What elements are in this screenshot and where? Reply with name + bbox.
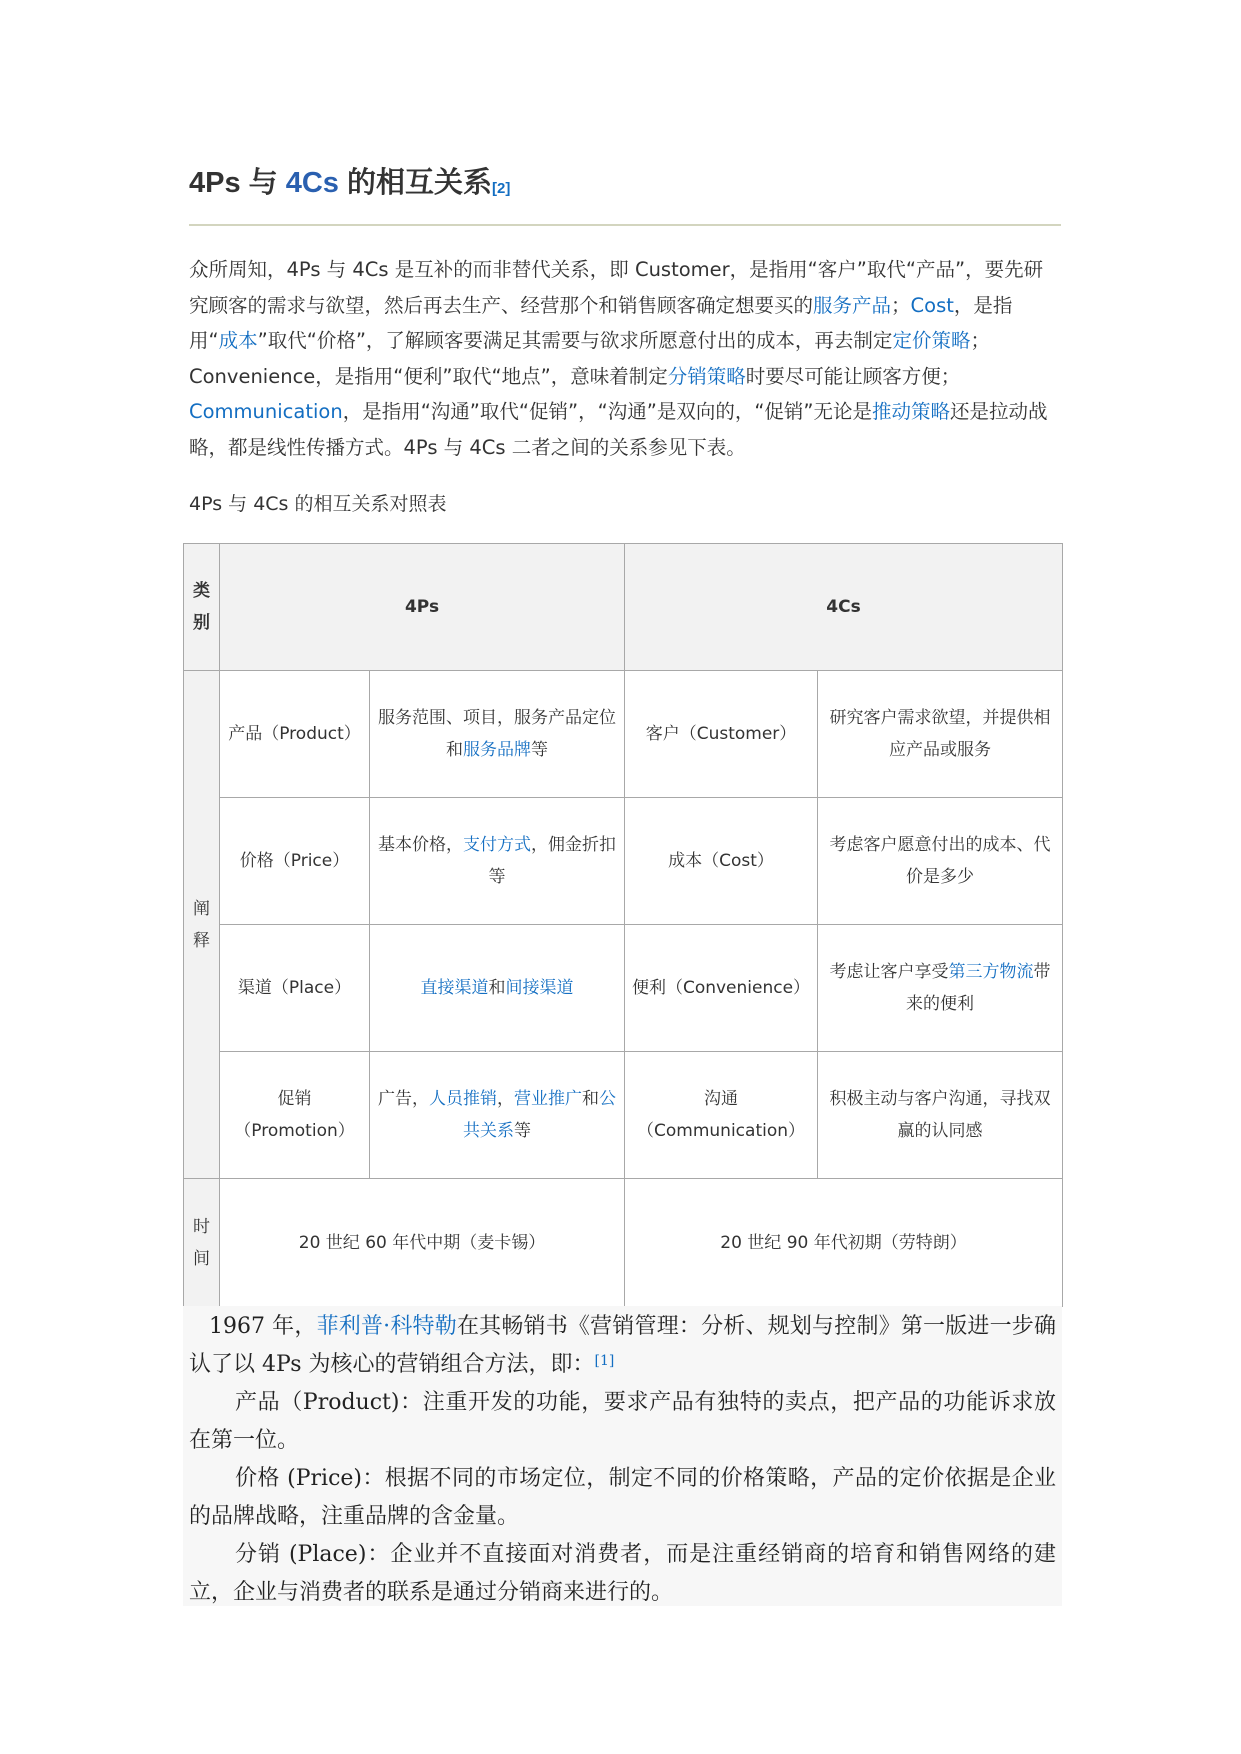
c-desc xyxy=(818,671,1063,798)
inline-link[interactable]: 服务产品 xyxy=(813,293,892,317)
c-name: 沟通（Communication） xyxy=(625,1052,818,1179)
explain-label: 阐 释 xyxy=(184,671,220,1179)
time-4cs: 20 世纪 90 年代初期（劳特朗） xyxy=(625,1179,1063,1307)
table-row-time xyxy=(184,1179,1063,1307)
inline-link[interactable]: Communication xyxy=(189,400,343,423)
inline-link[interactable]: 直接渠道 xyxy=(420,978,489,998)
text-run: ， xyxy=(497,1089,514,1109)
text-run: ； xyxy=(891,293,911,317)
text-run: 众所周知，4Ps 与 4Cs 是互补的而非替代关系，即 Customer，是指用“客户”取代“产品”，要先研究顾客的需求与欲望，然后再去生产、经营那个和销售顾客确定想要买的 xyxy=(189,258,1044,317)
header-category: 类 别 xyxy=(184,544,220,671)
title-part: 的相互关系 xyxy=(338,167,492,199)
text-run: 在其畅销书《营销管理：分析、规划与控制》第一版进一步确认了以 4Ps 为核心的营销组合方法，即： xyxy=(189,1314,1056,1377)
reference-link[interactable]: [1] xyxy=(594,1353,615,1369)
inline-link[interactable]: 人员推销 xyxy=(429,1089,497,1109)
p-desc xyxy=(370,925,625,1052)
c-name: 客户（Customer） xyxy=(625,671,818,798)
intro-section xyxy=(189,252,1061,465)
text-run: ；Convenience，是指用“便利”取代“地点”，意味着制定 xyxy=(189,329,990,388)
inline-link[interactable]: Cost xyxy=(910,293,954,317)
title-4cs: 4Cs xyxy=(285,167,339,199)
text-run: 积极主动与客户沟通，寻找双赢的认同感 xyxy=(829,1089,1051,1141)
inline-link[interactable]: 定价策略 xyxy=(892,329,971,352)
p-desc xyxy=(370,671,625,798)
time-4ps: 20 世纪 60 年代中期（麦卡锡） xyxy=(220,1179,625,1307)
table-header-row xyxy=(184,544,1063,671)
text-run: 考虑让客户享受 xyxy=(829,962,949,982)
table-row xyxy=(184,798,1063,925)
section-heading xyxy=(189,158,1061,226)
text-run: 等 xyxy=(514,1121,531,1141)
text-run: ，是指用“沟通”取代“促销”，“沟通”是双向的，“促销”无论是 xyxy=(342,400,873,423)
header-4cs: 4Cs xyxy=(625,544,1063,671)
text-run: 广告， xyxy=(378,1089,429,1109)
kotler-paragraph xyxy=(183,1306,1062,1384)
table-row xyxy=(184,925,1063,1052)
text-run: 研究客户需求欲望，并提供相应产品或服务 xyxy=(829,708,1051,760)
intro-paragraph xyxy=(189,252,1061,465)
inline-link[interactable]: 菲利普·科特勒 xyxy=(316,1314,457,1339)
header-4ps: 4Ps xyxy=(220,544,625,671)
inline-link[interactable]: 分销策略 xyxy=(667,364,746,388)
text-run: 服务范围、项目，服务产品定位和 xyxy=(378,708,616,760)
text-run: 带来的便利 xyxy=(906,962,1051,1014)
c-name: 成本（Cost） xyxy=(625,798,818,925)
c-desc xyxy=(818,925,1063,1052)
p-desc xyxy=(370,1052,625,1179)
inline-link[interactable]: 服务品牌 xyxy=(463,740,531,760)
p-name: 渠道（Place） xyxy=(220,925,370,1052)
table-caption: 4Ps 与 4Cs 的相互关系对照表 xyxy=(189,493,447,515)
inline-link[interactable]: 推动策略 xyxy=(872,400,951,423)
time-label: 时 间 xyxy=(184,1179,220,1307)
place-paragraph: 分销 (Place)：企业并不直接面对消费者，而是注重经销商的培育和销售网络的建立，企业与消费者的联系是通过分销商来进行的。 xyxy=(189,1542,1056,1605)
c-desc xyxy=(818,798,1063,925)
text-run: 1967 年， xyxy=(209,1314,317,1339)
text-run: 还是拉动战略，都是线性传播方式。4Ps 与 4Cs 二者之间的关系参见下表。 xyxy=(189,400,1048,459)
p-name: 价格（Price） xyxy=(220,798,370,925)
title-part: 4Ps 与 xyxy=(189,167,286,199)
text-run: ，佣金折扣等 xyxy=(488,835,616,887)
inline-link[interactable]: 支付方式 xyxy=(463,835,531,855)
marketing-mix-section xyxy=(183,1306,1062,1606)
c-desc xyxy=(818,1052,1063,1179)
inline-link[interactable]: 间接渠道 xyxy=(505,978,574,998)
inline-link[interactable]: 营业推广 xyxy=(514,1089,582,1109)
p-desc xyxy=(370,798,625,925)
table-row xyxy=(184,1052,1063,1179)
text-run: 基本价格， xyxy=(378,835,463,855)
text-run: 等 xyxy=(531,740,548,760)
table-row xyxy=(184,671,1063,798)
text-run: ，是指用“ xyxy=(189,293,1013,352)
c-name: 便利（Convenience） xyxy=(625,925,818,1052)
p-name: 产品（Product） xyxy=(220,671,370,798)
p-name: 促销（Promotion） xyxy=(220,1052,370,1179)
page-title xyxy=(189,158,1061,208)
text-run: 和 xyxy=(582,1089,599,1109)
text-run: ”取代“价格”，了解顾客要满足其需要与欲求所愿意付出的成本，再去制定 xyxy=(257,329,893,352)
reference-link[interactable]: [2] xyxy=(491,180,511,197)
comparison-table xyxy=(183,543,1063,1307)
inline-link[interactable]: 公共关系 xyxy=(463,1089,616,1141)
text-run: 和 xyxy=(488,978,506,998)
text-run: 考虑客户愿意付出的成本、代价是多少 xyxy=(829,835,1051,887)
inline-link[interactable]: 成本 xyxy=(218,329,258,352)
inline-link[interactable]: 第三方物流 xyxy=(948,962,1034,982)
product-paragraph: 产品（Product)：注重开发的功能，要求产品有独特的卖点，把产品的功能诉求放在第一位。 xyxy=(189,1390,1056,1453)
text-run: 时要尽可能让顾客方便； xyxy=(745,364,961,388)
price-paragraph: 价格 (Price)：根据不同的市场定位，制定不同的价格策略，产品的定价依据是企业的品牌战略，注重品牌的含金量。 xyxy=(189,1466,1056,1529)
